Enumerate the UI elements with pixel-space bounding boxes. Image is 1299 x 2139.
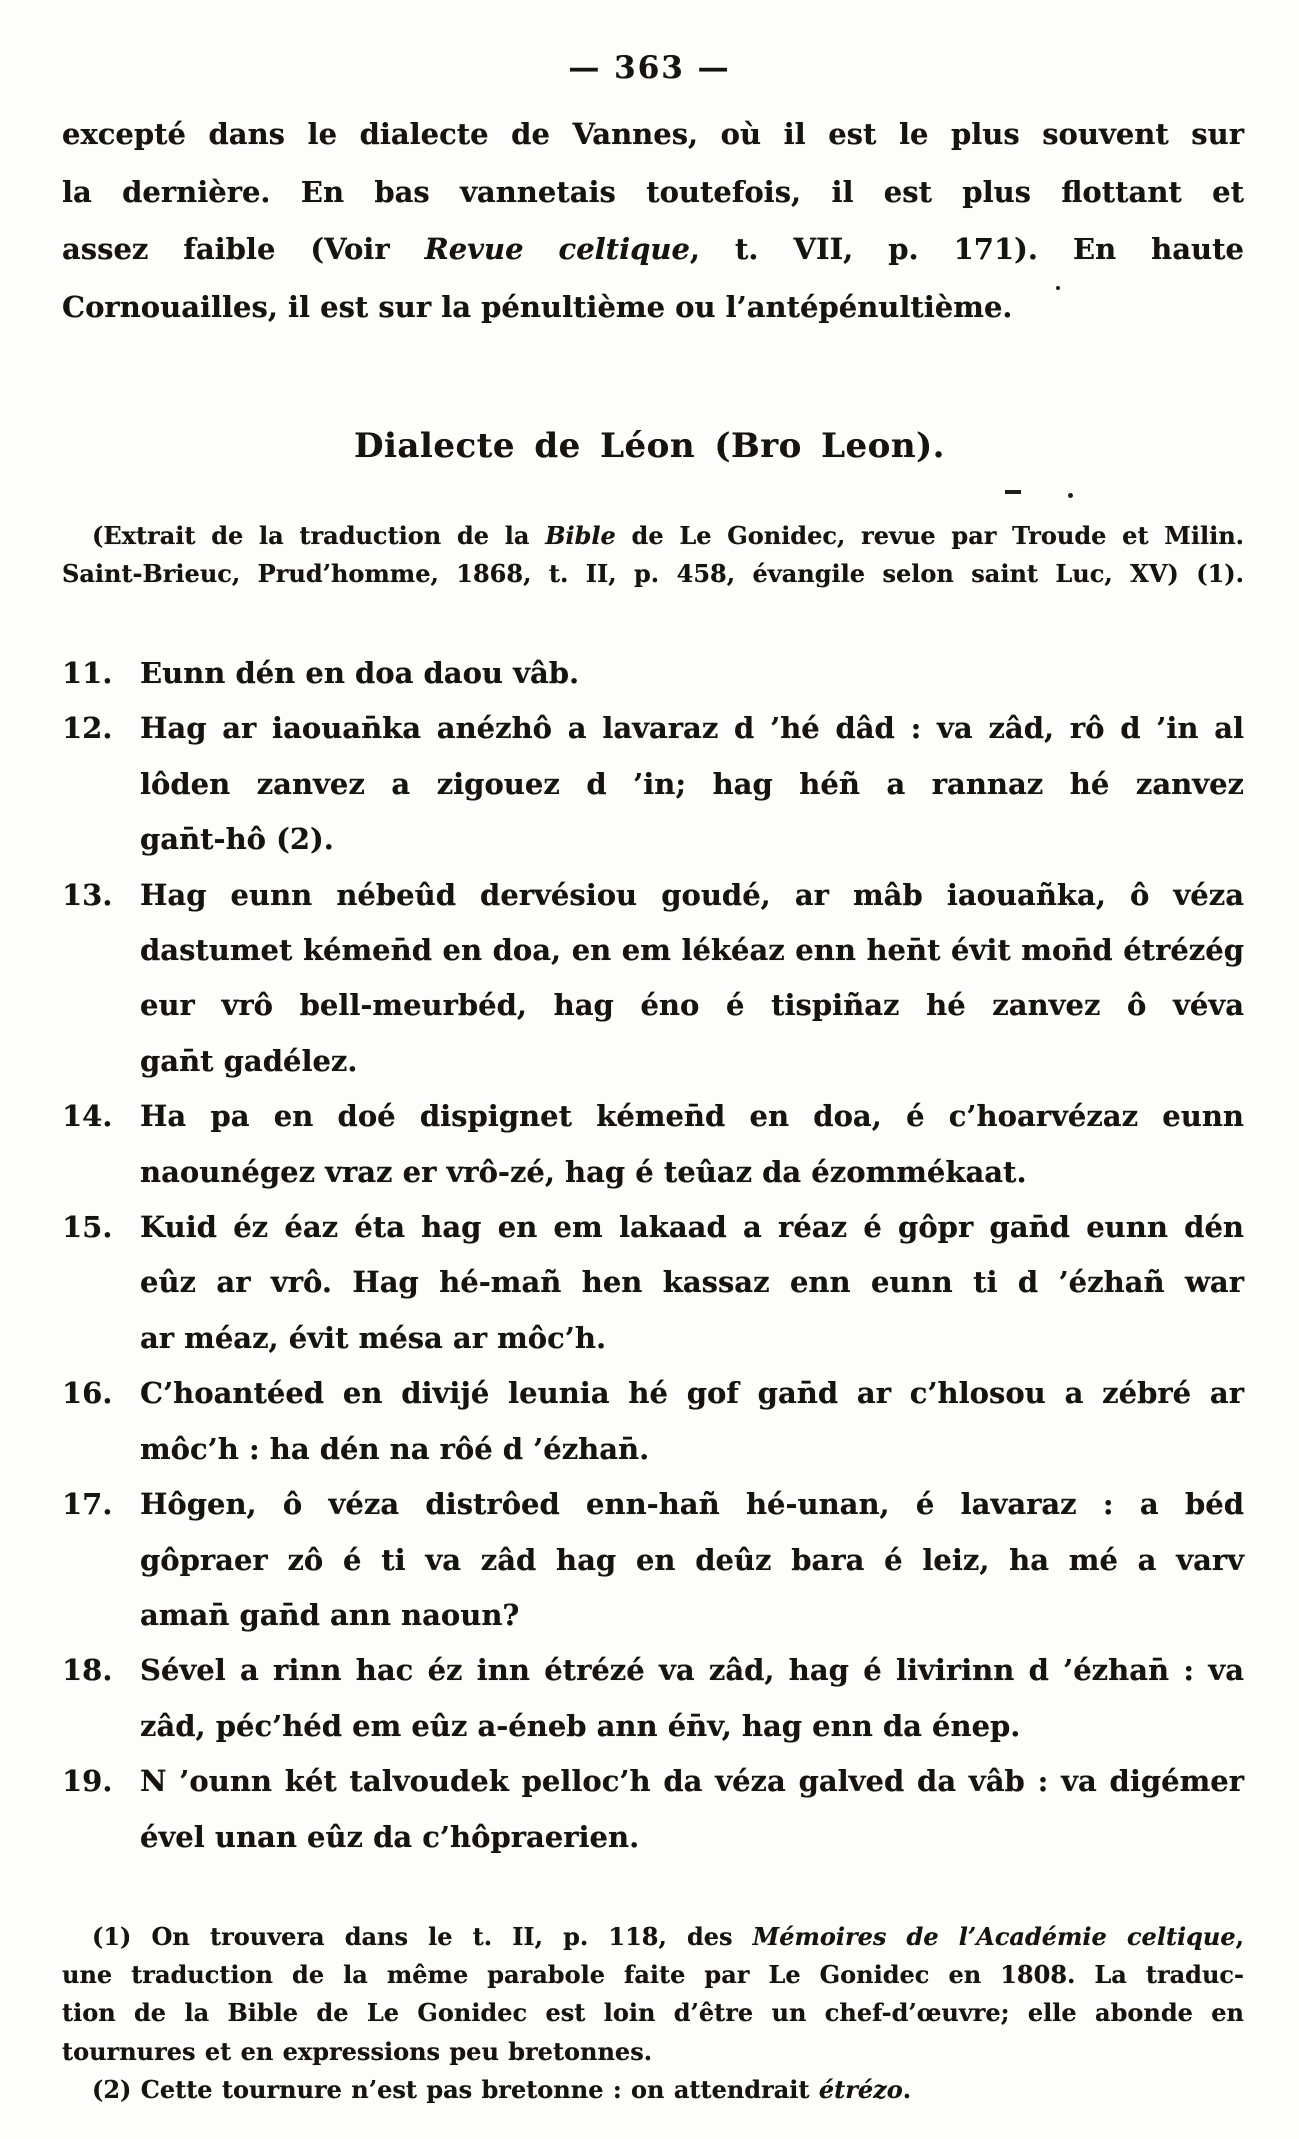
verse-13: [62, 868, 1244, 1090]
verse-number: 17.: [62, 1487, 113, 1522]
text-segment: de Le Gonidec, revue par Troude et Milin.: [615, 521, 1245, 550]
verse-15: [62, 1200, 1244, 1366]
text-line: [62, 221, 1244, 279]
verse-line: dastumet kémen̄d en doa, en em lékéaz enn hen̄t évit mon̄d étrézég: [140, 933, 1244, 968]
verse-11: [62, 646, 1244, 701]
verse-line: lôden zanvez a zigouez d ’in; hag héñ a rannaz hé zanvez: [140, 766, 1244, 801]
verse-line: Hôgen, ô véza distrôed enn-hañ hé-unan, é lavaraz : a béd: [140, 1487, 1244, 1522]
verse-line: Sével a rinn hac éz inn étrézé va zâd, hag é livirinn d ’ézhan̄ : va: [140, 1653, 1244, 1688]
verse-number: 16.: [62, 1376, 113, 1411]
text-segment: , t. VII, p. 171). En haute: [689, 232, 1244, 266]
source-citation: [62, 517, 1244, 593]
citation-line: [62, 517, 1244, 555]
text-segment: .: [902, 2074, 912, 2104]
verse-number: 12.: [62, 711, 113, 746]
verse-line: gan̄t gadélez.: [140, 1043, 358, 1078]
verse-line: aman̄ gan̄d ann naoun?: [140, 1597, 520, 1632]
footnote-line: [62, 1918, 1244, 1956]
footnote-line: tion de la Bible de Le Gonidec est loin d’être un chef-d’œuvre; elle abonde en: [62, 1998, 1244, 2028]
footnotes: [62, 1918, 1244, 2109]
text-segment: ,: [1235, 1922, 1245, 1951]
verse-line: eûz ar vrô. Hag hé-mañ hen kassaz enn eunn ti d ’ézhañ war: [140, 1265, 1244, 1300]
verse-line: Hag ar iaouan̄ka anézhô a lavaraz d ’hé dâd : va zâd, rô d ’in al: [140, 711, 1244, 746]
verse-line: môc’h : ha dén na rôé d ’ézhan̄.: [140, 1431, 650, 1466]
journal-title-italic: Revue celtique: [424, 232, 690, 266]
text-segment: assez faible (Voir: [62, 232, 425, 266]
verse-18: [62, 1643, 1244, 1754]
page-number-header: — 363 —: [568, 50, 731, 86]
verse-line: gôpraer zô é ti va zâd hag en deûz bara é leiz, ha mé a varv: [140, 1542, 1244, 1577]
verse-number: 13.: [62, 877, 113, 912]
heading-bold: Dialecte de Léon: [354, 426, 696, 466]
verse-16: [62, 1366, 1244, 1477]
scan-speck: [1068, 493, 1073, 498]
verse-line: ar méaz, évit mésa ar môc’h.: [140, 1320, 607, 1355]
verse-line: zâd, péc’héd em eûz a-éneb ann én̄v, hag enn da énep.: [140, 1708, 1021, 1743]
verse-number: 15.: [62, 1210, 113, 1245]
footnote-line: tournures et en expressions peu bretonnes.: [62, 2036, 653, 2066]
scan-speck: [1005, 490, 1021, 494]
verse-number: 18.: [62, 1653, 113, 1688]
text-line: excepté dans le dialecte de Vannes, où il est le plus souvent sur: [62, 117, 1244, 151]
text-segment: (Extrait de la traduction de la: [92, 521, 546, 550]
text-line: la dernière. En bas vannetais toutefois, il est plus flottant et: [62, 174, 1244, 209]
verse-line: ével unan eûz da c’hôpraerien.: [140, 1819, 640, 1854]
text-segment: (2) Cette tournure n’est pas bretonne : on attendrait: [92, 2074, 819, 2104]
verse-line: gan̄t-hô (2).: [140, 822, 334, 857]
section-heading: [0, 426, 1299, 466]
breton-word-italic: étrézo: [818, 2074, 903, 2104]
verse-number: 11.: [62, 656, 113, 690]
text-line: Cornouailles, il est sur la pénultième ou l’antépénultième.: [62, 289, 1013, 324]
scan-speck: [1056, 286, 1060, 290]
verse-17: [62, 1477, 1244, 1643]
text-segment: (1) On trouvera dans le t. II, p. 118, des: [92, 1922, 753, 1951]
bible-title-italic: Bible: [545, 521, 616, 550]
verse-line: Hag eunn nébeûd dervésiou goudé, ar mâb iaouañka, ô véza: [140, 877, 1244, 912]
verse-line: Eunn dén en doa daou vâb.: [140, 656, 580, 690]
verse-number: 19.: [62, 1764, 113, 1799]
heading-rest: (Bro Leon).: [695, 426, 945, 466]
verse-list: [62, 646, 1244, 1865]
verse-line: Kuid éz éaz éta hag en em lakaad a réaz é gôpr gan̄d eunn dén: [140, 1210, 1244, 1245]
verse-14: [62, 1089, 1244, 1200]
verse-line: naounégez vraz er vrô-zé, hag é teûaz da ézommékaat.: [140, 1154, 1027, 1189]
footnote-line: une traduction de la même parabole faite par Le Gonidec en 1808. La traduc-: [62, 1960, 1244, 1990]
verse-12: [62, 701, 1244, 867]
verse-19: [62, 1754, 1244, 1865]
verse-line: C’hoantéed en divijé leunia hé gof gan̄d ar c’hlosou a zébré ar: [140, 1376, 1244, 1411]
verse-number: 14.: [62, 1099, 113, 1134]
intro-paragraph: [62, 106, 1244, 336]
verse-line: Ha pa en doé dispignet kémen̄d en doa, é c’hoarvézaz eunn: [140, 1099, 1244, 1134]
footnote-line: [62, 2071, 1244, 2109]
memoires-title-italic: Mémoires de l’Académie celtique: [752, 1922, 1236, 1951]
citation-line: Saint-Brieuc, Prud’homme, 1868, t. II, p. 458, évangile selon saint Luc, XV) (1).: [62, 559, 1244, 588]
verse-line: eur vrô bell-meurbéd, hag éno é tispiñaz hé zanvez ô véva: [140, 988, 1244, 1023]
verse-line: N ’ounn két talvoudek pelloc’h da véza galved da vâb : va digémer: [140, 1764, 1244, 1799]
